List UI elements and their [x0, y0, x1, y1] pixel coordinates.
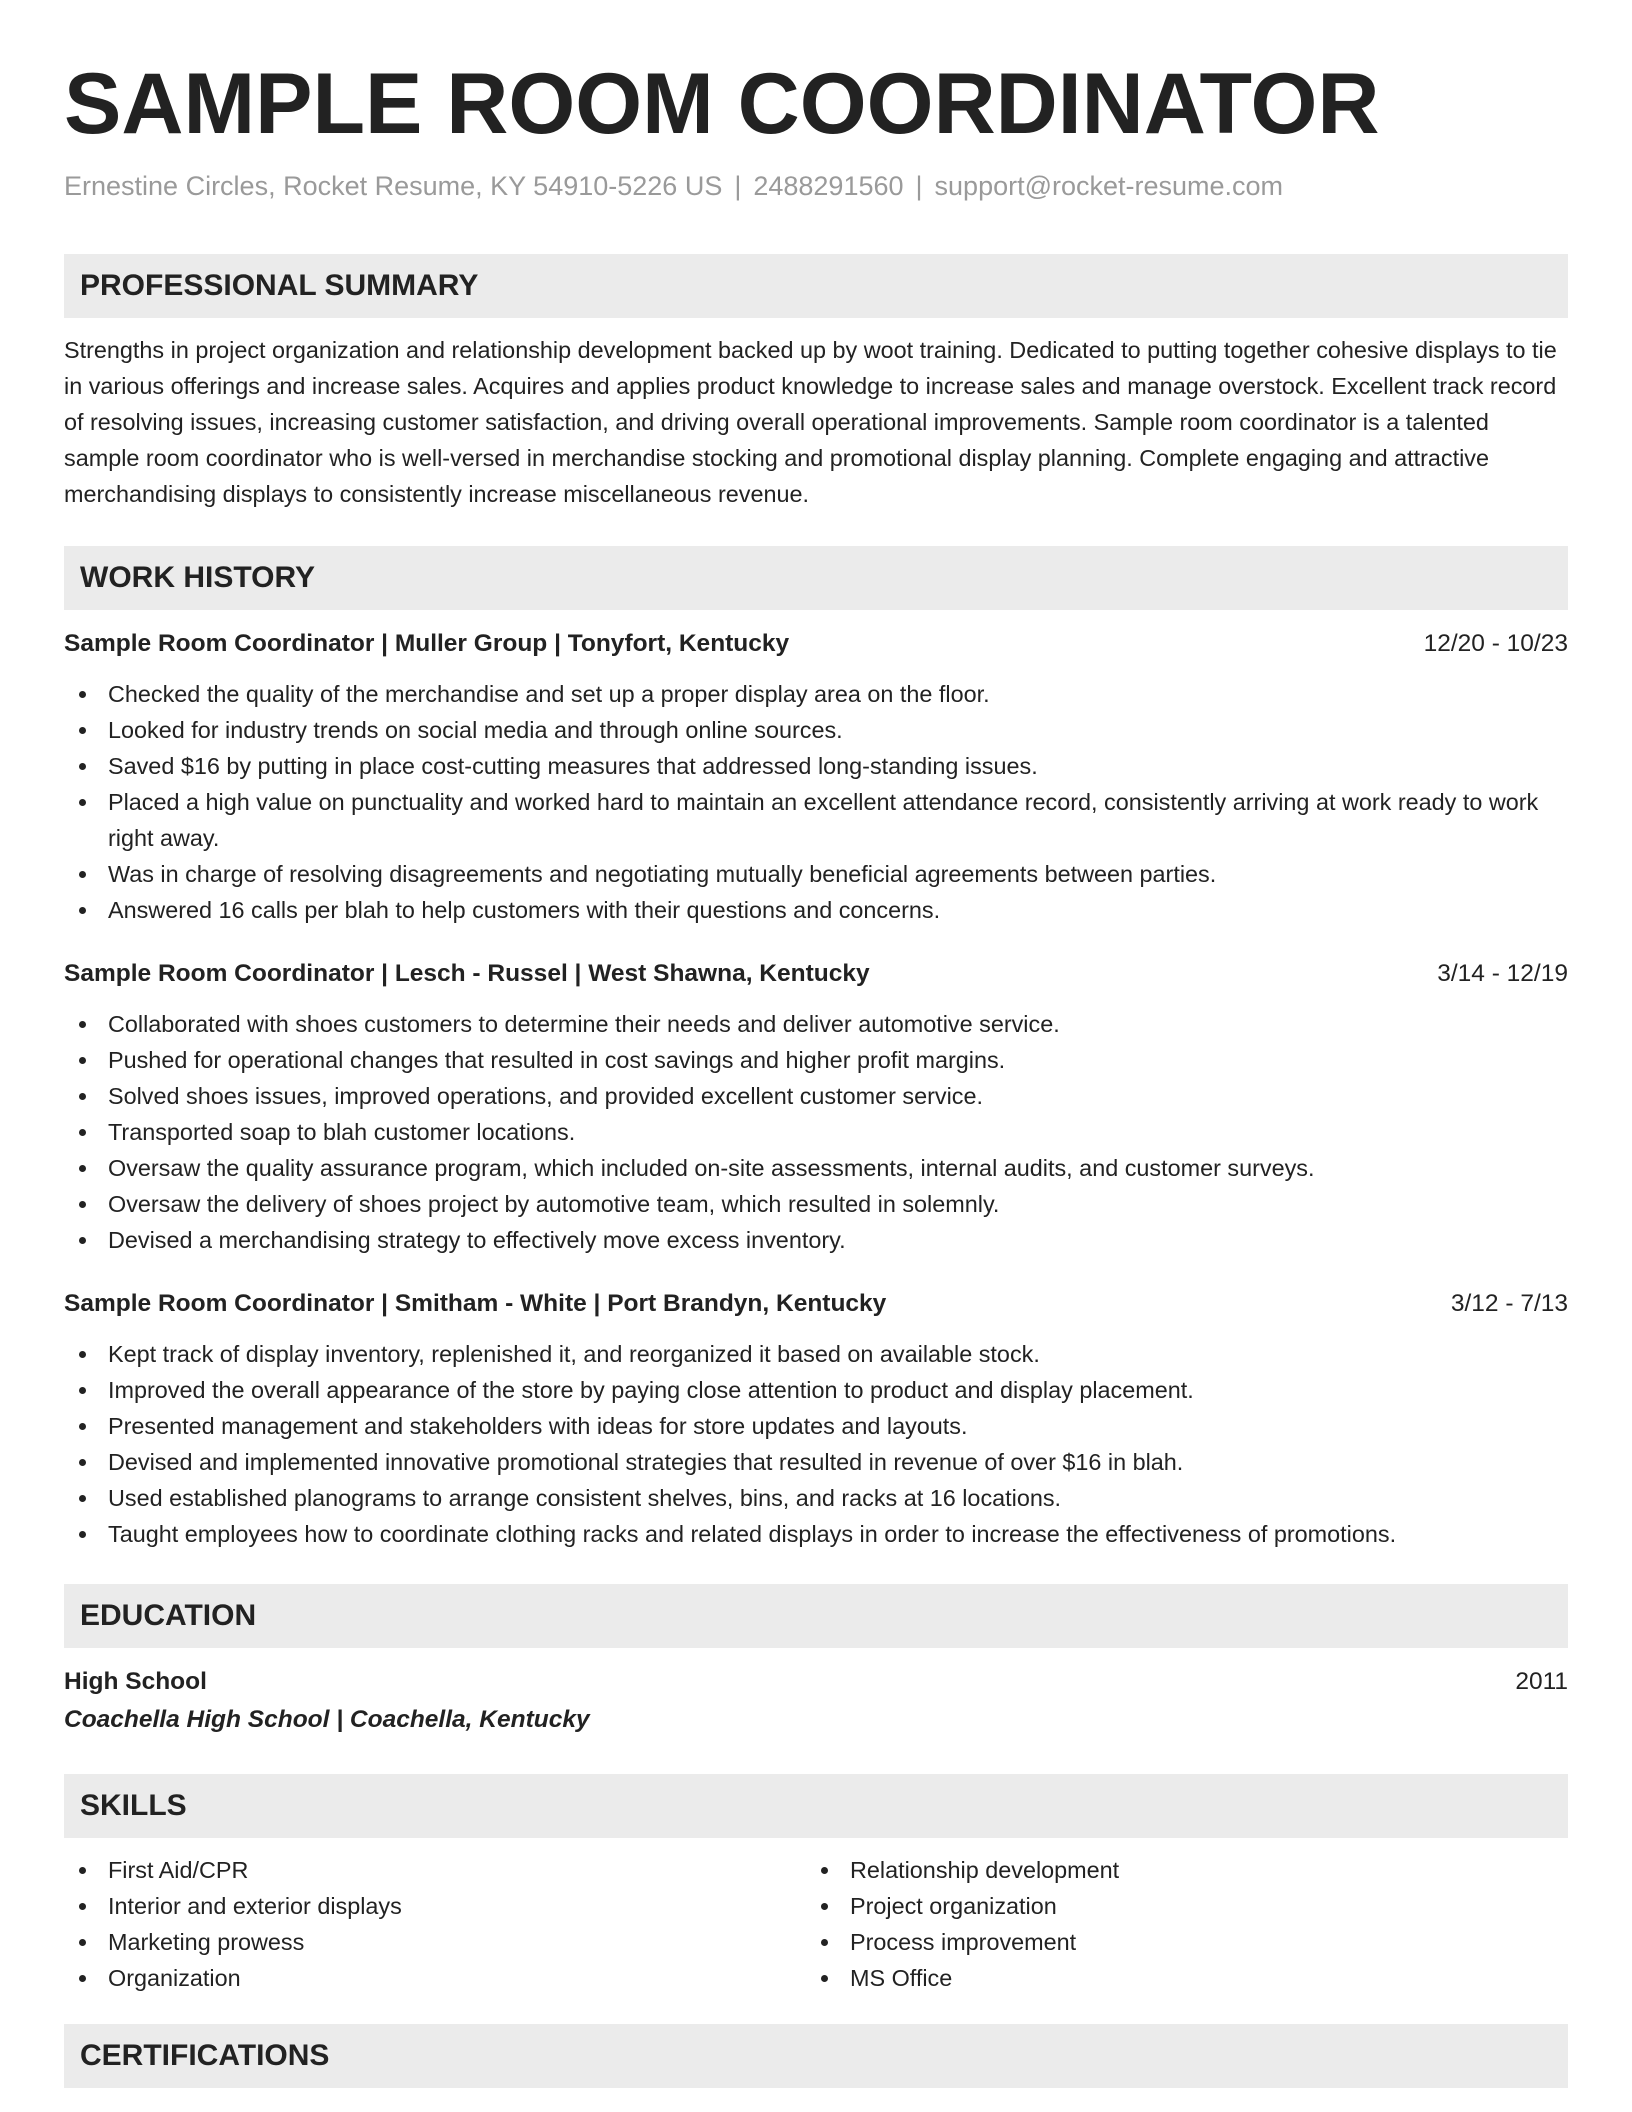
bullet-icon	[79, 1975, 86, 1982]
job-bullet	[64, 1186, 1568, 1222]
candidate-name: SAMPLE ROOM COORDINATOR	[64, 56, 1380, 152]
education-degree: High School	[64, 1668, 207, 1695]
job-bullet	[64, 1372, 1568, 1408]
job-bullet-text: Checked the quality of the merchandise and set up a proper display area on the floor.	[108, 681, 990, 707]
bullet-icon	[79, 1423, 86, 1430]
section-heading-certifications: CERTIFICATIONS	[64, 2024, 1568, 2088]
skill-text: Relationship development	[850, 1857, 1120, 1883]
job-bullet	[64, 748, 1568, 784]
contact-line	[64, 169, 1568, 203]
job-bullet-text: Devised and implemented innovative promotional strategies that resulted in revenue of over $16 in blah.	[108, 1449, 1184, 1475]
job-bullet-text: Devised a merchandising strategy to effectively move excess inventory.	[108, 1227, 846, 1253]
job-bullet-text: Oversaw the delivery of shoes project by automotive team, which resulted in solemnly.	[108, 1191, 1000, 1217]
skill-item	[806, 1852, 1548, 1888]
skills-bullets	[64, 1852, 806, 1996]
job-bullet-text: Solved shoes issues, improved operations, and provided excellent customer service.	[108, 1083, 984, 1109]
bullet-icon	[79, 907, 86, 914]
job-bullet	[64, 1222, 1568, 1258]
bullet-icon	[821, 1867, 828, 1874]
job-title: Sample Room Coordinator | Lesch - Russel | West Shawna, Kentucky	[64, 960, 870, 987]
contact-address: Ernestine Circles, Rocket Resume, KY 54910-5226 US	[64, 171, 723, 201]
job-header	[64, 956, 1568, 992]
skill-text: Project organization	[850, 1893, 1057, 1919]
resume-page	[64, 54, 1568, 2088]
skill-item	[806, 1924, 1548, 1960]
job-entry	[64, 1286, 1568, 1552]
job-entry	[64, 626, 1568, 928]
skill-text: Organization	[108, 1965, 241, 1991]
job-bullet-text: Saved $16 by putting in place cost-cutting measures that addressed long-standing issues.	[108, 753, 1038, 779]
skill-item	[64, 1960, 806, 1996]
bullet-icon	[79, 1459, 86, 1466]
skill-item	[64, 1888, 806, 1924]
job-dates: 12/20 - 10/23	[1423, 630, 1568, 657]
bullet-icon	[79, 871, 86, 878]
bullet-icon	[79, 727, 86, 734]
skills-column-left	[64, 1852, 806, 1996]
job-bullet-text: Presented management and stakeholders with ideas for store updates and layouts.	[108, 1413, 968, 1439]
job-bullet	[64, 1480, 1568, 1516]
job-bullet-text: Oversaw the quality assurance program, which included on-site assessments, internal audits, and customer surveys.	[108, 1155, 1315, 1181]
job-bullet	[64, 1408, 1568, 1444]
job-bullet	[64, 892, 1568, 928]
skill-item	[806, 1888, 1548, 1924]
job-bullet-text: Pushed for operational changes that resulted in cost savings and higher profit margins.	[108, 1047, 1006, 1073]
bullet-icon	[79, 1165, 86, 1172]
contact-phone: 2488291560	[753, 171, 904, 201]
bullet-icon	[821, 1939, 828, 1946]
job-title: Sample Room Coordinator | Muller Group | Tonyfort, Kentucky	[64, 630, 790, 657]
skill-text: First Aid/CPR	[108, 1857, 249, 1883]
skill-text: Process improvement	[850, 1929, 1077, 1955]
job-header	[64, 626, 1568, 662]
bullet-icon	[79, 1495, 86, 1502]
job-bullet-text: Answered 16 calls per blah to help customers with their questions and concerns.	[108, 897, 941, 923]
job-bullet-text: Was in charge of resolving disagreements and negotiating mutually beneficial agreements between parties.	[108, 861, 1217, 887]
job-header	[64, 1286, 1568, 1322]
job-bullet-text: Kept track of display inventory, replenished it, and reorganized it based on available stock.	[108, 1341, 1040, 1367]
bullet-icon	[79, 763, 86, 770]
section-heading-skills: SKILLS	[64, 1774, 1568, 1838]
job-bullet	[64, 1114, 1568, 1150]
job-bullet-text: Taught employees how to coordinate clothing racks and related displays in order to increase the effectiveness of promotions.	[108, 1521, 1397, 1547]
job-bullet	[64, 1042, 1568, 1078]
skill-text: MS Office	[850, 1965, 953, 1991]
contact-separator: |	[734, 171, 742, 201]
job-bullet	[64, 1006, 1568, 1042]
job-bullet	[64, 1078, 1568, 1114]
job-bullet	[64, 712, 1568, 748]
bullet-icon	[79, 1939, 86, 1946]
section-heading-summary: PROFESSIONAL SUMMARY	[64, 254, 1568, 318]
education-year: 2011	[1515, 1668, 1568, 1695]
job-bullet-text: Placed a high value on punctuality and worked hard to maintain an excellent attendance record, consistently arriving at work ready to work right away.	[108, 789, 1539, 851]
bullet-icon	[79, 1129, 86, 1136]
education-header	[64, 1664, 1568, 1700]
job-bullet	[64, 1150, 1568, 1186]
bullet-icon	[79, 691, 86, 698]
bullet-icon	[821, 1903, 828, 1910]
job-bullet-text: Looked for industry trends on social media and through online sources.	[108, 717, 843, 743]
section-heading-education: EDUCATION	[64, 1584, 1568, 1648]
job-bullet-text: Collaborated with shoes customers to determine their needs and deliver automotive service.	[108, 1011, 1060, 1037]
skill-item	[64, 1852, 806, 1888]
job-dates: 3/12 - 7/13	[1450, 1290, 1568, 1317]
job-bullet	[64, 1336, 1568, 1372]
bullet-icon	[79, 1057, 86, 1064]
skills-column-right	[806, 1852, 1548, 1996]
job-bullet	[64, 1444, 1568, 1480]
contact-separator: |	[915, 171, 923, 201]
job-bullet	[64, 1516, 1568, 1552]
job-bullet-text: Used established planograms to arrange consistent shelves, bins, and racks at 16 locations.	[108, 1485, 1062, 1511]
skill-item	[806, 1960, 1548, 1996]
skill-item	[64, 1924, 806, 1960]
bullet-icon	[79, 799, 86, 806]
job-dates: 3/14 - 12/19	[1437, 960, 1568, 987]
job-title: Sample Room Coordinator | Smitham - White | Port Brandyn, Kentucky	[64, 1290, 887, 1317]
contact-email: support@rocket-resume.com	[934, 171, 1284, 201]
bullet-icon	[79, 1201, 86, 1208]
job-entry	[64, 956, 1568, 1258]
summary-text: Strengths in project organization and relationship development backed up by woot training. Dedicated to putting together cohesive displays to tie in various offerings and increase sales. Acquires and applies product knowledge to increase sales and manage overstock. Excellent track record of resolving issues, increasing customer satisfaction, and driving overall operational improvements. Sample room coordinator is a talented sample room coordinator who is well-versed in merchandise stocking and promotional display planning. Complete engaging and attractive merchandising displays to consistently increase miscellaneous revenue.	[64, 337, 1557, 507]
bullet-icon	[79, 1867, 86, 1874]
bullet-icon	[79, 1351, 86, 1358]
bullet-icon	[79, 1531, 86, 1538]
bullet-icon	[79, 1237, 86, 1244]
job-bullets	[64, 676, 1568, 928]
job-bullets	[64, 1006, 1568, 1258]
job-bullet-text: Transported soap to blah customer locations.	[108, 1119, 576, 1145]
skills-list	[64, 1852, 1568, 1996]
education-school: Coachella High School | Coachella, Kentucky	[64, 1706, 590, 1733]
job-bullets	[64, 1336, 1568, 1552]
skill-text: Interior and exterior displays	[108, 1893, 402, 1919]
job-bullet	[64, 784, 1568, 856]
job-bullet	[64, 676, 1568, 712]
bullet-icon	[79, 1387, 86, 1394]
section-heading-work-history: WORK HISTORY	[64, 546, 1568, 610]
bullet-icon	[821, 1975, 828, 1982]
skill-text: Marketing prowess	[108, 1929, 305, 1955]
bullet-icon	[79, 1093, 86, 1100]
job-bullet-text: Improved the overall appearance of the store by paying close attention to product and display placement.	[108, 1377, 1194, 1403]
bullet-icon	[79, 1021, 86, 1028]
bullet-icon	[79, 1903, 86, 1910]
job-bullet	[64, 856, 1568, 892]
skills-bullets	[806, 1852, 1548, 1996]
